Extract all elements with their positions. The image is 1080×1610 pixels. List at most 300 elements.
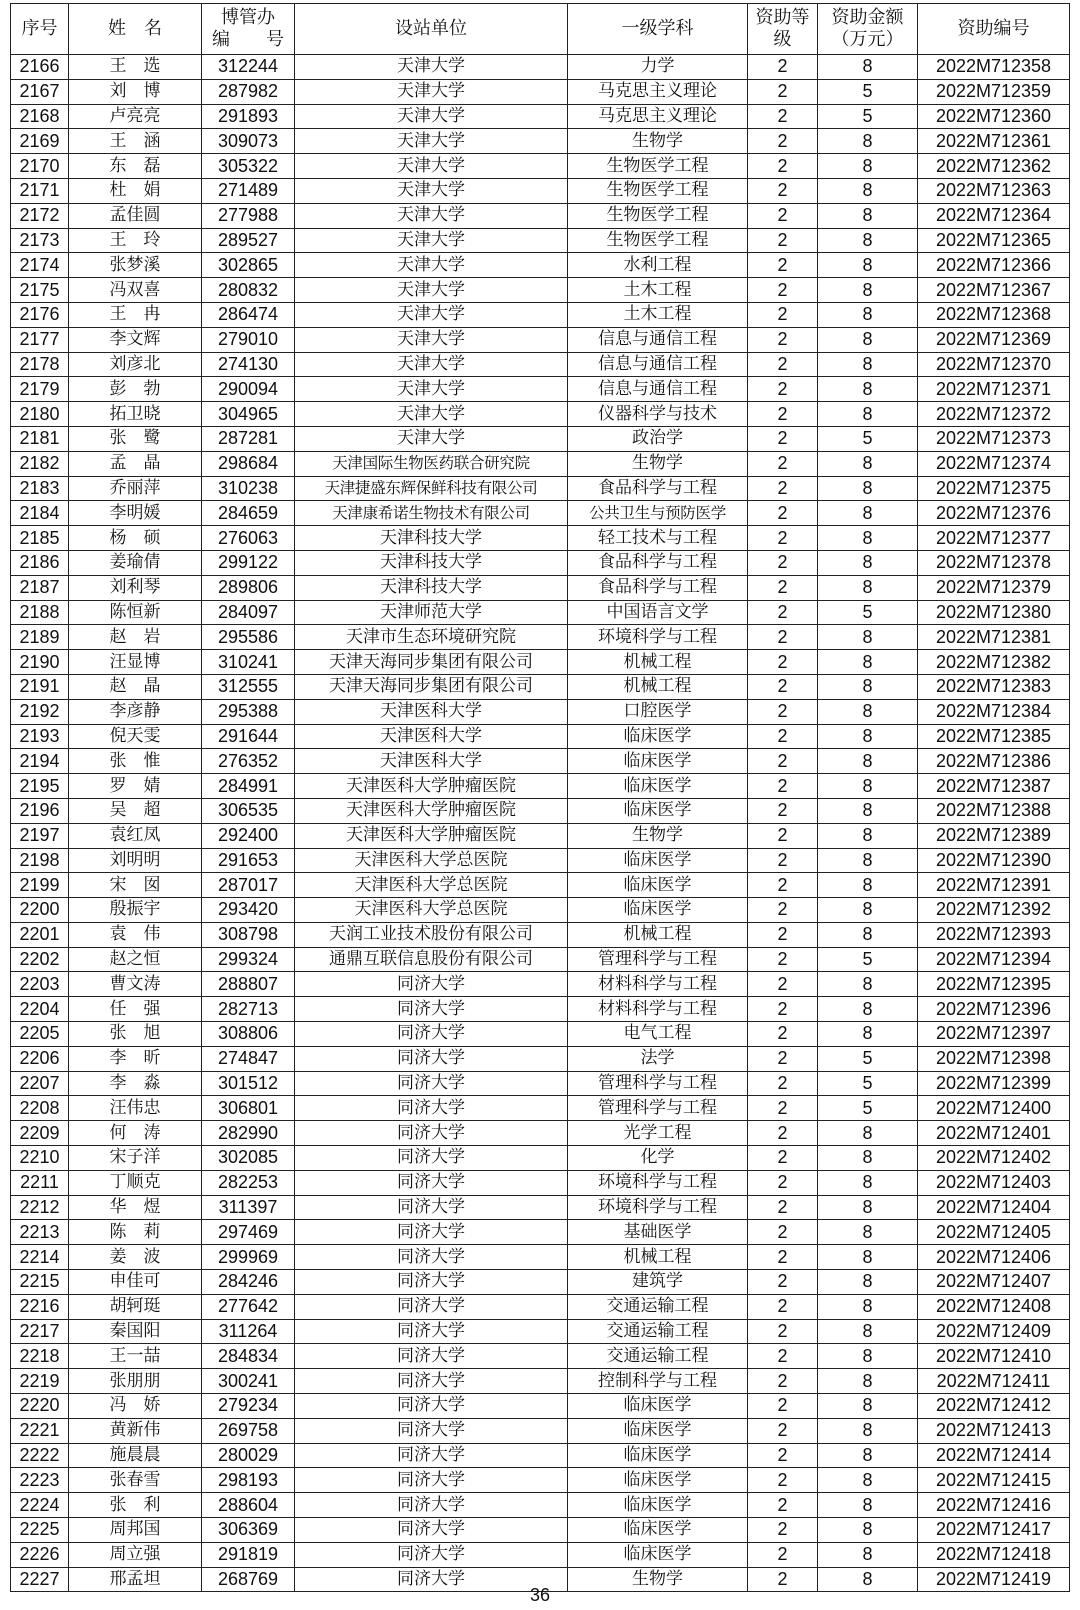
cell-funding-id: 2022M712372: [918, 402, 1070, 427]
table-row: [11, 972, 1070, 997]
table-row: [11, 302, 1070, 327]
cell-funding-id: 2022M712388: [918, 798, 1070, 823]
cell-name: 秦国阳: [69, 1319, 202, 1344]
cell-discipline: 土木工程: [568, 278, 748, 303]
cell-amount: 8: [818, 1542, 918, 1567]
cell-amount: 8: [818, 1344, 918, 1369]
col-header-index: 序号: [11, 4, 69, 55]
cell-institution: 同济大学: [295, 1046, 568, 1071]
cell-funding-id: 2022M712413: [918, 1418, 1070, 1443]
cell-index: 2174: [11, 253, 69, 278]
cell-index: 2194: [11, 749, 69, 774]
table-row: [11, 55, 1070, 80]
cell-funding-id: 2022M712419: [918, 1567, 1070, 1592]
cell-institution: 同济大学: [295, 1071, 568, 1096]
cell-office-id: 287281: [202, 426, 295, 451]
cell-name: 李明媛: [69, 501, 202, 526]
cell-grade: 2: [748, 972, 818, 997]
cell-amount: 8: [818, 823, 918, 848]
funding-table: [10, 3, 1070, 1592]
cell-funding-id: 2022M712383: [918, 674, 1070, 699]
cell-institution: 天津大学: [295, 228, 568, 253]
cell-discipline: 临床医学: [568, 774, 748, 799]
cell-funding-id: 2022M712382: [918, 650, 1070, 675]
cell-discipline: 中国语言文学: [568, 600, 748, 625]
cell-discipline: 材料科学与工程: [568, 997, 748, 1022]
cell-amount: 8: [818, 1195, 918, 1220]
cell-name: 冯双喜: [69, 278, 202, 303]
cell-name: 东 磊: [69, 154, 202, 179]
cell-funding-id: 2022M712411: [918, 1369, 1070, 1394]
table-row: [11, 327, 1070, 352]
cell-office-id: 291644: [202, 724, 295, 749]
table-row: [11, 203, 1070, 228]
table-row: [11, 774, 1070, 799]
cell-funding-id: 2022M712410: [918, 1344, 1070, 1369]
cell-name: 丁顺克: [69, 1170, 202, 1195]
cell-office-id: 306801: [202, 1096, 295, 1121]
table-row: [11, 1022, 1070, 1047]
cell-funding-id: 2022M712375: [918, 476, 1070, 501]
cell-discipline: 机械工程: [568, 674, 748, 699]
cell-grade: 2: [748, 302, 818, 327]
cell-index: 2220: [11, 1394, 69, 1419]
cell-discipline: 临床医学: [568, 1518, 748, 1543]
cell-institution: 天津医科大学肿瘤医院: [295, 798, 568, 823]
cell-name: 拓卫晓: [69, 402, 202, 427]
cell-index: 2208: [11, 1096, 69, 1121]
cell-discipline: 管理科学与工程: [568, 1071, 748, 1096]
cell-grade: 2: [748, 1443, 818, 1468]
cell-grade: 2: [748, 1046, 818, 1071]
cell-funding-id: 2022M712408: [918, 1294, 1070, 1319]
cell-name: 孟 晶: [69, 451, 202, 476]
cell-funding-id: 2022M712366: [918, 253, 1070, 278]
cell-grade: 2: [748, 79, 818, 104]
cell-institution: 同济大学: [295, 972, 568, 997]
cell-index: 2198: [11, 848, 69, 873]
cell-index: 2197: [11, 823, 69, 848]
cell-index: 2199: [11, 873, 69, 898]
cell-funding-id: 2022M712417: [918, 1518, 1070, 1543]
cell-index: 2189: [11, 625, 69, 650]
table-row: [11, 1146, 1070, 1171]
cell-name: 何 涛: [69, 1121, 202, 1146]
table-row: [11, 1170, 1070, 1195]
cell-discipline: 机械工程: [568, 1245, 748, 1270]
cell-office-id: 304965: [202, 402, 295, 427]
cell-amount: 8: [818, 203, 918, 228]
cell-amount: 5: [818, 104, 918, 129]
cell-institution: 天津天海同步集团有限公司: [295, 650, 568, 675]
table-row: [11, 104, 1070, 129]
table-row: [11, 848, 1070, 873]
cell-name: 申佳可: [69, 1270, 202, 1295]
cell-funding-id: 2022M712389: [918, 823, 1070, 848]
cell-office-id: 310241: [202, 650, 295, 675]
cell-amount: 8: [818, 451, 918, 476]
cell-grade: 2: [748, 451, 818, 476]
cell-funding-id: 2022M712418: [918, 1542, 1070, 1567]
cell-name: 赵 岩: [69, 625, 202, 650]
cell-institution: 天津医科大学总医院: [295, 848, 568, 873]
cell-funding-id: 2022M712370: [918, 352, 1070, 377]
cell-name: 华 煜: [69, 1195, 202, 1220]
cell-office-id: 287017: [202, 873, 295, 898]
cell-index: 2203: [11, 972, 69, 997]
cell-name: 彭 勃: [69, 377, 202, 402]
cell-amount: 5: [818, 1071, 918, 1096]
page-number: 36: [529, 1585, 551, 1605]
cell-office-id: 277642: [202, 1294, 295, 1319]
cell-amount: 8: [818, 724, 918, 749]
cell-name: 杜 娟: [69, 178, 202, 203]
cell-institution: 天润工业技术股份有限公司: [295, 922, 568, 947]
cell-institution: 天津科技大学: [295, 526, 568, 551]
cell-discipline: 化学: [568, 1146, 748, 1171]
cell-name: 杨 硕: [69, 526, 202, 551]
cell-index: 2193: [11, 724, 69, 749]
cell-amount: 8: [818, 327, 918, 352]
cell-discipline: 生物医学工程: [568, 178, 748, 203]
cell-funding-id: 2022M712404: [918, 1195, 1070, 1220]
cell-index: 2172: [11, 203, 69, 228]
cell-index: 2191: [11, 674, 69, 699]
cell-name: 任 强: [69, 997, 202, 1022]
cell-funding-id: 2022M712377: [918, 526, 1070, 551]
cell-funding-id: 2022M712412: [918, 1394, 1070, 1419]
cell-amount: 8: [818, 1468, 918, 1493]
cell-funding-id: 2022M712368: [918, 302, 1070, 327]
cell-grade: 2: [748, 178, 818, 203]
cell-discipline: 口腔医学: [568, 699, 748, 724]
cell-funding-id: 2022M712361: [918, 129, 1070, 154]
cell-grade: 2: [748, 352, 818, 377]
cell-institution: 天津大学: [295, 402, 568, 427]
table-body: [11, 55, 1070, 1592]
table-row: [11, 873, 1070, 898]
cell-office-id: 291893: [202, 104, 295, 129]
cell-grade: 2: [748, 1369, 818, 1394]
table-row: [11, 1493, 1070, 1518]
cell-institution: 天津医科大学: [295, 724, 568, 749]
cell-name: 宋 囡: [69, 873, 202, 898]
cell-discipline: 政治学: [568, 426, 748, 451]
cell-office-id: 268769: [202, 1567, 295, 1592]
table-row: [11, 625, 1070, 650]
cell-amount: 5: [818, 600, 918, 625]
cell-office-id: 274847: [202, 1046, 295, 1071]
cell-grade: 2: [748, 674, 818, 699]
cell-grade: 2: [748, 253, 818, 278]
cell-grade: 2: [748, 327, 818, 352]
funding-table-container: [10, 3, 1069, 1592]
table-header: [11, 4, 1070, 55]
cell-index: 2226: [11, 1542, 69, 1567]
cell-amount: 8: [818, 178, 918, 203]
cell-institution: 同济大学: [295, 1121, 568, 1146]
cell-institution: 天津康希诺生物技术有限公司: [295, 501, 568, 526]
cell-index: 2178: [11, 352, 69, 377]
cell-funding-id: 2022M712415: [918, 1468, 1070, 1493]
cell-institution: 通鼎互联信息股份有限公司: [295, 947, 568, 972]
cell-institution: 同济大学: [295, 1344, 568, 1369]
cell-name: 张 鹭: [69, 426, 202, 451]
cell-grade: 2: [748, 1245, 818, 1270]
cell-funding-id: 2022M712390: [918, 848, 1070, 873]
cell-name: 孟佳圆: [69, 203, 202, 228]
cell-discipline: 临床医学: [568, 848, 748, 873]
table-row: [11, 1394, 1070, 1419]
cell-grade: 2: [748, 1344, 818, 1369]
cell-office-id: 299122: [202, 550, 295, 575]
cell-institution: 天津医科大学: [295, 749, 568, 774]
table-row: [11, 352, 1070, 377]
cell-amount: 8: [818, 997, 918, 1022]
cell-institution: 天津大学: [295, 253, 568, 278]
cell-discipline: 环境科学与工程: [568, 1170, 748, 1195]
cell-office-id: 276063: [202, 526, 295, 551]
cell-amount: 5: [818, 1046, 918, 1071]
cell-index: 2213: [11, 1220, 69, 1245]
cell-institution: 同济大学: [295, 1319, 568, 1344]
cell-institution: 同济大学: [295, 1022, 568, 1047]
cell-grade: 2: [748, 55, 818, 80]
cell-name: 袁 伟: [69, 922, 202, 947]
cell-discipline: 临床医学: [568, 1443, 748, 1468]
table-row: [11, 526, 1070, 551]
cell-name: 袁红凤: [69, 823, 202, 848]
table-row: [11, 501, 1070, 526]
cell-institution: 同济大学: [295, 1146, 568, 1171]
cell-funding-id: 2022M712416: [918, 1493, 1070, 1518]
cell-index: 2209: [11, 1121, 69, 1146]
table-row: [11, 154, 1070, 179]
cell-discipline: 轻工技术与工程: [568, 526, 748, 551]
cell-name: 邢孟坦: [69, 1567, 202, 1592]
cell-office-id: 298193: [202, 1468, 295, 1493]
cell-funding-id: 2022M712371: [918, 377, 1070, 402]
cell-index: 2192: [11, 699, 69, 724]
cell-amount: 8: [818, 1170, 918, 1195]
cell-office-id: 312244: [202, 55, 295, 80]
cell-amount: 8: [818, 1394, 918, 1419]
cell-grade: 2: [748, 1542, 818, 1567]
cell-grade: 2: [748, 228, 818, 253]
cell-index: 2202: [11, 947, 69, 972]
cell-grade: 2: [748, 550, 818, 575]
cell-funding-id: 2022M712379: [918, 575, 1070, 600]
cell-amount: 5: [818, 79, 918, 104]
cell-name: 黄新伟: [69, 1418, 202, 1443]
cell-amount: 8: [818, 798, 918, 823]
cell-office-id: 284246: [202, 1270, 295, 1295]
cell-name: 宋子洋: [69, 1146, 202, 1171]
cell-discipline: 临床医学: [568, 1542, 748, 1567]
cell-funding-id: 2022M712400: [918, 1096, 1070, 1121]
cell-grade: 2: [748, 426, 818, 451]
cell-grade: 2: [748, 625, 818, 650]
col-header-name: 姓 名: [69, 4, 202, 55]
cell-institution: 天津大学: [295, 104, 568, 129]
cell-grade: 2: [748, 1071, 818, 1096]
cell-grade: 2: [748, 1170, 818, 1195]
cell-amount: 8: [818, 377, 918, 402]
cell-institution: 天津大学: [295, 178, 568, 203]
cell-grade: 2: [748, 1121, 818, 1146]
cell-grade: 2: [748, 997, 818, 1022]
cell-discipline: 信息与通信工程: [568, 377, 748, 402]
cell-funding-id: 2022M712395: [918, 972, 1070, 997]
cell-name: 刘彦北: [69, 352, 202, 377]
cell-funding-id: 2022M712365: [918, 228, 1070, 253]
table-row: [11, 823, 1070, 848]
cell-office-id: 295388: [202, 699, 295, 724]
cell-index: 2183: [11, 476, 69, 501]
cell-name: 乔丽萍: [69, 476, 202, 501]
cell-discipline: 材料科学与工程: [568, 972, 748, 997]
cell-amount: 8: [818, 1294, 918, 1319]
cell-name: 施晨晨: [69, 1443, 202, 1468]
cell-office-id: 271489: [202, 178, 295, 203]
cell-amount: 5: [818, 426, 918, 451]
cell-grade: 2: [748, 129, 818, 154]
cell-grade: 2: [748, 278, 818, 303]
cell-index: 2182: [11, 451, 69, 476]
cell-name: 殷振宇: [69, 898, 202, 923]
cell-office-id: 279010: [202, 327, 295, 352]
cell-index: 2207: [11, 1071, 69, 1096]
cell-grade: 2: [748, 947, 818, 972]
table-row: [11, 600, 1070, 625]
cell-index: 2171: [11, 178, 69, 203]
cell-office-id: 306535: [202, 798, 295, 823]
cell-office-id: 297469: [202, 1220, 295, 1245]
cell-discipline: 交通运输工程: [568, 1319, 748, 1344]
cell-office-id: 274130: [202, 352, 295, 377]
cell-amount: 8: [818, 1518, 918, 1543]
table-row: [11, 1468, 1070, 1493]
cell-discipline: 临床医学: [568, 1493, 748, 1518]
cell-name: 倪天雯: [69, 724, 202, 749]
cell-index: 2195: [11, 774, 69, 799]
cell-name: 曹文涛: [69, 972, 202, 997]
cell-discipline: 法学: [568, 1046, 748, 1071]
cell-discipline: 临床医学: [568, 898, 748, 923]
cell-discipline: 信息与通信工程: [568, 352, 748, 377]
cell-office-id: 300241: [202, 1369, 295, 1394]
cell-discipline: 仪器科学与技术: [568, 402, 748, 427]
table-row: [11, 228, 1070, 253]
cell-funding-id: 2022M712362: [918, 154, 1070, 179]
table-row: [11, 798, 1070, 823]
cell-index: 2219: [11, 1369, 69, 1394]
table-row: [11, 1071, 1070, 1096]
cell-institution: 天津大学: [295, 203, 568, 228]
table-row: [11, 1294, 1070, 1319]
cell-amount: 8: [818, 1270, 918, 1295]
cell-institution: 天津市生态环境研究院: [295, 625, 568, 650]
cell-institution: 同济大学: [295, 1468, 568, 1493]
cell-office-id: 282990: [202, 1121, 295, 1146]
cell-grade: 2: [748, 203, 818, 228]
cell-name: 王 涵: [69, 129, 202, 154]
cell-discipline: 机械工程: [568, 650, 748, 675]
cell-institution: 天津捷盛东辉保鲜科技有限公司: [295, 476, 568, 501]
cell-office-id: 311397: [202, 1195, 295, 1220]
cell-institution: 天津医科大学总医院: [295, 898, 568, 923]
cell-index: 2166: [11, 55, 69, 80]
cell-discipline: 生物学: [568, 1567, 748, 1592]
cell-amount: 8: [818, 774, 918, 799]
table-row: [11, 997, 1070, 1022]
cell-name: 陈 莉: [69, 1220, 202, 1245]
cell-name: 汪伟忠: [69, 1096, 202, 1121]
cell-name: 罗 婧: [69, 774, 202, 799]
cell-index: 2187: [11, 575, 69, 600]
cell-funding-id: 2022M712381: [918, 625, 1070, 650]
col-header-institution: 设站单位: [295, 4, 568, 55]
cell-office-id: 305322: [202, 154, 295, 179]
cell-name: 赵 晶: [69, 674, 202, 699]
col-header-amount: 资助金额 （万元）: [818, 4, 918, 55]
cell-index: 2181: [11, 426, 69, 451]
cell-office-id: 280029: [202, 1443, 295, 1468]
cell-institution: 同济大学: [295, 1369, 568, 1394]
table-row: [11, 699, 1070, 724]
table-row: [11, 476, 1070, 501]
cell-grade: 2: [748, 501, 818, 526]
cell-discipline: 建筑学: [568, 1270, 748, 1295]
cell-grade: 2: [748, 1319, 818, 1344]
cell-grade: 2: [748, 1394, 818, 1419]
cell-grade: 2: [748, 848, 818, 873]
header-row: [11, 4, 1070, 55]
cell-index: 2196: [11, 798, 69, 823]
table-row: [11, 1319, 1070, 1344]
cell-office-id: 291653: [202, 848, 295, 873]
cell-office-id: 287982: [202, 79, 295, 104]
cell-grade: 2: [748, 154, 818, 179]
cell-name: 张 惟: [69, 749, 202, 774]
cell-funding-id: 2022M712369: [918, 327, 1070, 352]
cell-office-id: 284659: [202, 501, 295, 526]
cell-amount: 8: [818, 922, 918, 947]
cell-name: 赵之恒: [69, 947, 202, 972]
cell-office-id: 288604: [202, 1493, 295, 1518]
cell-discipline: 环境科学与工程: [568, 1195, 748, 1220]
cell-index: 2206: [11, 1046, 69, 1071]
cell-funding-id: 2022M712414: [918, 1443, 1070, 1468]
cell-institution: 同济大学: [295, 1542, 568, 1567]
cell-amount: 8: [818, 526, 918, 551]
cell-institution: 同济大学: [295, 1418, 568, 1443]
cell-index: 2223: [11, 1468, 69, 1493]
cell-funding-id: 2022M712403: [918, 1170, 1070, 1195]
cell-amount: 8: [818, 898, 918, 923]
cell-grade: 2: [748, 104, 818, 129]
cell-funding-id: 2022M712405: [918, 1220, 1070, 1245]
cell-funding-id: 2022M712407: [918, 1270, 1070, 1295]
cell-name: 王一喆: [69, 1344, 202, 1369]
cell-index: 2205: [11, 1022, 69, 1047]
cell-discipline: 管理科学与工程: [568, 947, 748, 972]
cell-discipline: 交通运输工程: [568, 1344, 748, 1369]
cell-name: 李 昕: [69, 1046, 202, 1071]
cell-institution: 同济大学: [295, 1493, 568, 1518]
cell-amount: 8: [818, 129, 918, 154]
cell-name: 周邦国: [69, 1518, 202, 1543]
